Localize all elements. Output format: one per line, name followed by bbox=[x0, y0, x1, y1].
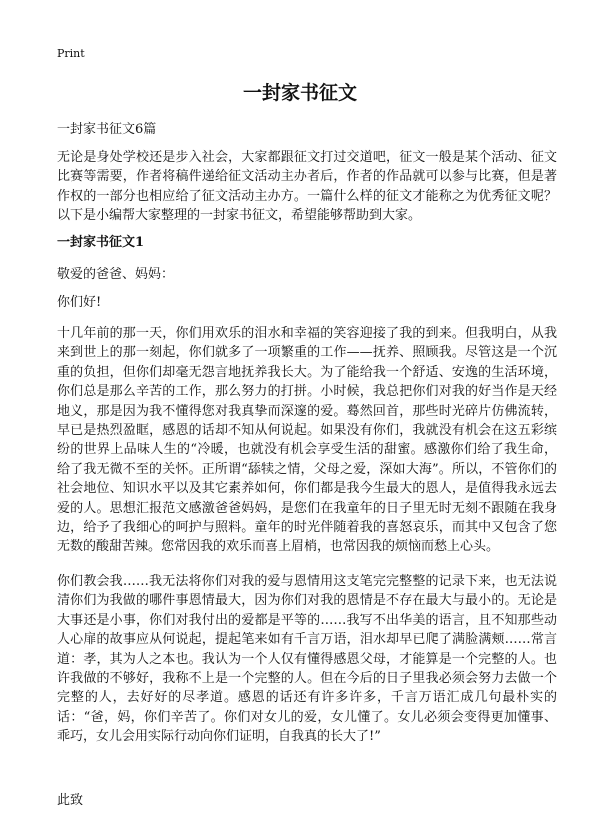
letter-paragraph-2: 你们教会我……我无法将你们对我的爱与恩情用这支笔完完整整的记录下来，也无法说清你们为我做的哪件事恩情最大，因为你们对我的恩情是不存在最大与最小的。无论是大事还是小事，你们对我付出的爱都是平等的……我写不出华美的语言，且不知那些动人心扉的故事应从何说起，提起笔来如有千言万语，泪水却早已爬了满脸满颊……常言道：孝，其为人之本也。我认为一个人仅有懂得感恩父母，才能算是一个完整的人。也许我做的不够好，我称不上是一个完整的人。但在今后的日子里我必须会努力去做一个完整的人，去好好的尽孝道。感恩的话还有许多许多，千言万语汇成几句最朴实的话：“爸，妈，你们辛苦了。你们对女儿的爱，女儿懂了。女儿必须会变得更加懂事、乖巧，女儿会用实际行动向你们证明，自我真的长大了!” bbox=[57, 574, 557, 745]
intro-paragraph: 无论是身处学校还是步入社会，大家都跟征文打过交道吧，征文一般是某个活动、征文比赛等需要，作者将稿件递给征文活动主办者后，作者的作品就可以参与比赛，但是著作权的一部分也相应给了征文活动主办方。一篇什么样的征文才能称之为优秀征文呢？以下是小编帮大家整理的一封家书征文，希望能够帮助到大家。 bbox=[57, 150, 557, 223]
letter-paragraph-1: 十几年前的那一天，你们用欢乐的泪水和幸福的笑容迎接了我的到来。但我明白，从我来到世上的那一刻起，你们就多了一项繁重的工作——抚养、照顾我。尽管这是一个沉重的负担，但你们却毫无怨言地抚养我长大。为了能给我一个舒适、安逸的生活环境，你们总是那么辛苦的工作，那么努力的打拼。小时候，我总把你们对我的好当作是天经地义，那是因为我不懂得您对我真挚而深邃的爱。蓦然回首，那些时光碎片仿佛流转，早已是热烈盈眶，感恩的话却不知从何说起。如果没有你们，我就没有机会在这五彩缤纷的世界上品味人生的“冷暖，也就没有机会享受生活的甜蜜。感激你们给了我生命，给了我无微不至的关怀。正所谓“舔犊之情，父母之爱，深如大海”。所以，不管你们的社会地位、知识水平以及其它素养如何，你们都是我今生最大的恩人，是值得我永远去爱的人。思想汇报范文感激爸爸妈妈，是您们在我童年的日子里无时无刻不跟随在我身边，给予了我细心的呵护与照料。童年的时光伴随着我的喜怒哀乐，而其中又包含了您无数的酸甜苦辣。您常因我的欢乐而喜上眉梢，也常因我的烦恼而愁上心头。 bbox=[57, 326, 557, 555]
letter-closing: 此致 bbox=[57, 793, 84, 808]
section-heading: 一封家书征文1 bbox=[57, 235, 145, 250]
page-title: 一封家书征文 bbox=[242, 82, 357, 104]
letter-greeting: 你们好! bbox=[57, 295, 102, 310]
letter-salutation: 敬爱的爸爸、妈妈： bbox=[57, 267, 175, 282]
document-subtitle: 一封家书征文6篇 bbox=[57, 122, 157, 137]
print-link[interactable]: Print bbox=[57, 47, 85, 60]
